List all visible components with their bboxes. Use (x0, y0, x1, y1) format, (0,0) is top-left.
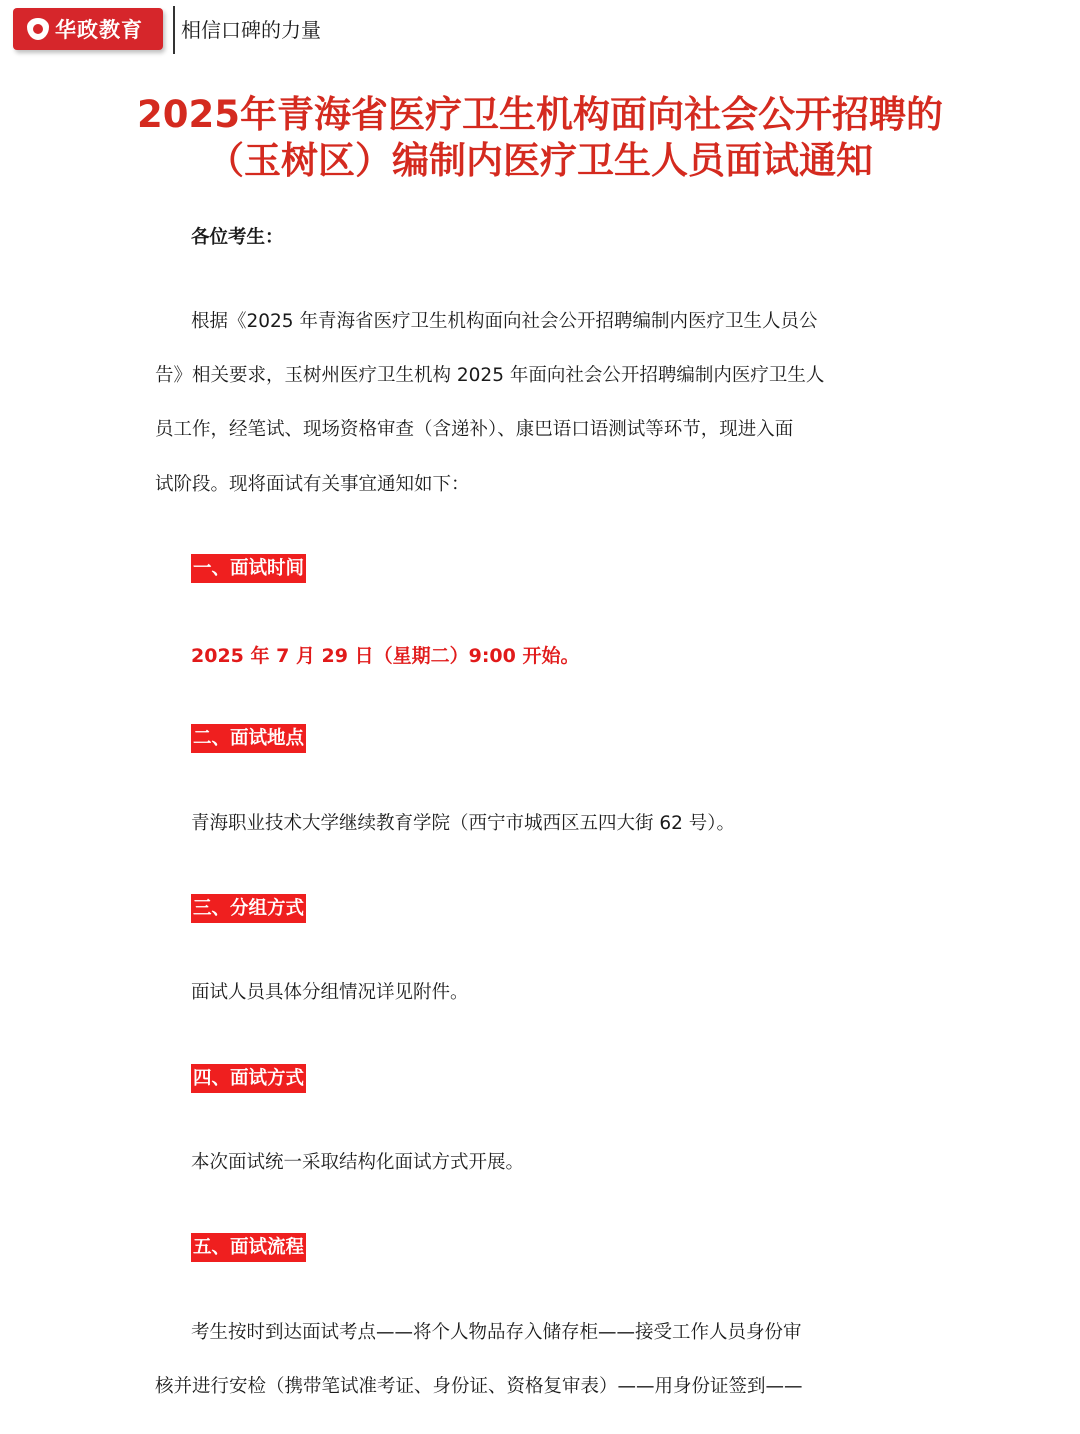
interview-date: 2025 年 7 月 29 日（星期二）9:00 开始。 (191, 645, 580, 667)
greeting: 各位考生： (191, 227, 284, 248)
header-bar (0, 0, 1080, 60)
process-line-2: 核并进行安检（携带笔试准考证、身份证、资格复审表）——用身份证签到—— (155, 1376, 803, 1397)
brand-logo[interactable] (13, 8, 163, 50)
interview-location: 青海职业技术大学继续教育学院（西宁市城西区五四大街 62 号）。 (191, 813, 736, 834)
section-heading-location: 二、面试地点 (191, 724, 306, 753)
method-text: 本次面试统一采取结构化面试方式开展。 (191, 1152, 525, 1173)
logo-text: 华政教育 (55, 18, 143, 42)
section-heading-method: 四、面试方式 (191, 1064, 306, 1093)
title-line-1: 2025年青海省医疗卫生机构面向社会公开招聘的 (137, 93, 943, 136)
process-line-1: 考生按时到达面试考点——将个人物品存入储存柜——接受工作人员身份审 (191, 1322, 802, 1343)
intro-line-1: 根据《2025 年青海省医疗卫生机构面向社会公开招聘编制内医疗卫生人员公 (191, 311, 818, 332)
page-title (0, 92, 1080, 184)
section-heading-grouping: 三、分组方式 (191, 894, 306, 923)
intro-line-4: 试阶段。现将面试有关事宜通知如下： (155, 474, 470, 495)
header-divider (173, 6, 175, 54)
slogan: 相信口碑的力量 (181, 18, 321, 42)
intro-line-2: 告》相关要求，玉树州医疗卫生机构 2025 年面向社会公开招聘编制内医疗卫生人 (155, 365, 825, 386)
section-heading-process: 五、面试流程 (191, 1233, 306, 1262)
grouping-text: 面试人员具体分组情况详见附件。 (191, 982, 469, 1003)
heart-person-icon (27, 18, 49, 40)
intro-line-3: 员工作，经笔试、现场资格审查（含递补）、康巴语口语测试等环节，现进入面 (155, 419, 794, 440)
section-heading-time: 一、面试时间 (191, 554, 306, 583)
title-line-2: （玉树区）编制内医疗卫生人员面试通知 (207, 139, 873, 182)
